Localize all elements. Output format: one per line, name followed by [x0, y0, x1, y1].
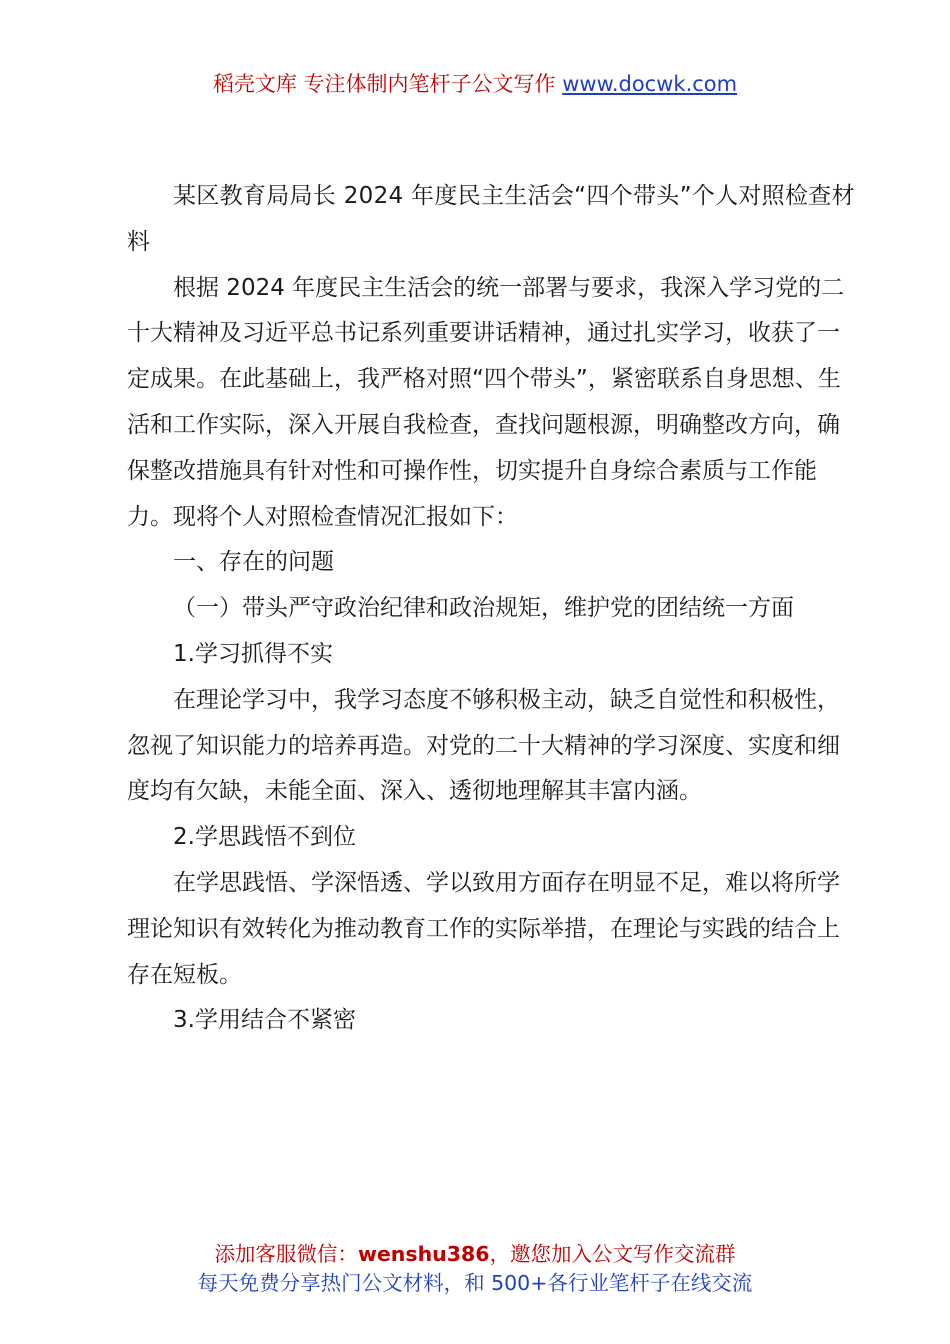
- paragraph: 在理论学习中，我学习态度不够积极主动，缺乏自觉性和积极性，忽视了知识能力的培养再造。对党的二十大精神的学习深度、实度和细度均有欠缺，未能全面、深入、透彻地理解其丰富内涵。: [127, 686, 840, 805]
- paragraph-intro: 根据 2024 年度民主生活会的统一部署与要求，我深入学习党的二十大精神及习近平总书记系列重要讲话精神，通过扎实学习，收获了一定成果。在此基础上，我严格对照“四个带头”，紧密联系自身思想、生活和工作实际，深入开展自我检查，查找问题根源，明确整改方向，确保整改措施具有针对性和可操作性，切实提升自身综合素质与工作能力。现将个人对照检查情况汇报如下：: [127, 274, 845, 530]
- header-link[interactable]: www.docwk.com: [562, 72, 738, 96]
- footer-suffix: ，邀您加入公文写作交流群: [489, 1242, 736, 1266]
- subsection-heading: （一）带头严守政治纪律和政治规矩，维护党的团结统一方面: [173, 595, 794, 622]
- header-text: 稻壳文库 专注体制内笔杆子公文写作: [212, 72, 563, 96]
- wechat-id: wenshu386: [357, 1242, 490, 1266]
- footer-line-2: 每天免费分享热门公文材料，和 500+各行业笔杆子在线交流: [197, 1271, 753, 1295]
- footer-prefix: 添加客服微信：: [214, 1242, 358, 1266]
- section-heading: 一、存在的问题: [173, 549, 334, 576]
- document-body: [127, 174, 855, 1044]
- item-heading: 3.学用结合不紧密: [173, 1007, 356, 1034]
- footer-line-1: [0, 1240, 950, 1269]
- document-title: 某区教育局局长 2024 年度民主生活会“四个带头”个人对照检查材料: [127, 183, 855, 255]
- item-heading: 1.学习抓得不实: [173, 640, 333, 667]
- page-header: [0, 70, 950, 98]
- page-footer: [0, 1240, 950, 1298]
- item-heading: 2.学思践悟不到位: [173, 824, 356, 851]
- paragraph: 在学思践悟、学深悟透、学以致用方面存在明显不足，难以将所学理论知识有效转化为推动教育工作的实际举措，在理论与实践的结合上存在短板。: [127, 869, 840, 988]
